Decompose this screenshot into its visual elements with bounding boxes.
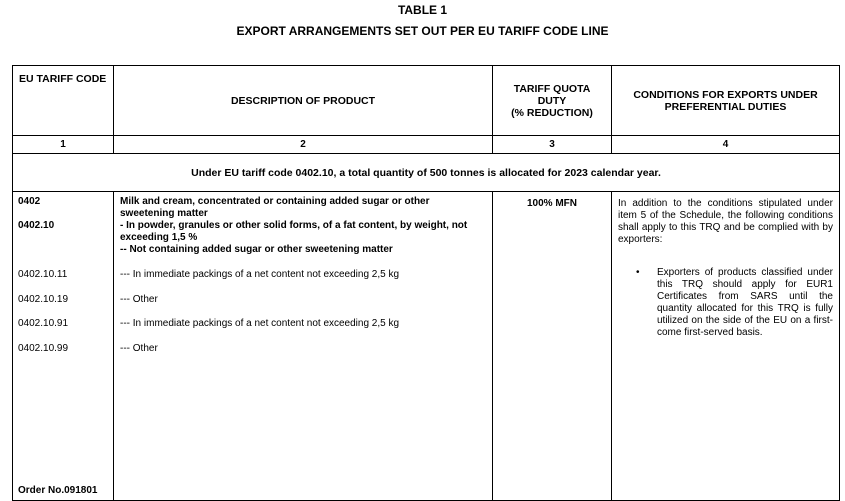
product-description: --- In immediate packings of a net content not exceeding 2,5 kg [120,269,400,280]
tariff-code: 0402 [18,196,41,207]
column-number: 3 [493,136,612,154]
column-number: 1 [13,136,114,154]
tariff-code: 0402.10.11 [18,269,68,280]
tariff-body-row [13,192,840,501]
conditions-intro: In addition to the conditions stipulated under item 5 of the Schedule, the following conditions shall apply to this TRQ and be complied with by exporters: [618,198,833,245]
header-tariff-quota-duty [493,66,612,136]
allocation-row [13,154,840,192]
header-col3-line3: (% REDUCTION) [511,106,593,119]
bullet-icon: • [636,267,640,278]
header-col4-line1: CONDITIONS FOR EXPORTS UNDER [633,88,818,101]
column-number: 4 [612,136,840,154]
product-description: --- Other [120,343,158,354]
tariff-code: 0402.10.91 [18,318,69,329]
header-col3-line1: TARIFF QUOTA [513,82,591,95]
code-cell [13,192,114,501]
product-description: --- In immediate packings of a net content not exceeding 2,5 kg [120,318,400,329]
table-title: TABLE 1 [397,3,448,17]
export-arrangements-table [12,65,840,501]
conditions-cell [612,192,840,501]
order-number: Order No.091801 [18,485,98,496]
header-description: DESCRIPTION OF PRODUCT [114,66,493,136]
tariff-quota-duty: 100% MFN [526,198,577,209]
column-number-row [13,136,840,154]
header-col4-line2: PREFERENTIAL DUTIES [664,100,787,113]
column-number: 2 [114,136,493,154]
tariff-code: 0402.10.19 [18,294,69,305]
tariff-code: 0402.10.99 [18,343,69,354]
duty-cell [493,192,612,501]
allocation-note: Under EU tariff code 0402.10, a total quantity of 500 tonnes is allocated for 2023 calendar year. [13,154,840,192]
product-description: -- Not containing added sugar or other sweetening matter [120,244,393,255]
product-description: Milk and cream, concentrated or containing added sugar or other sweetening matter [120,196,430,219]
header-eu-tariff-code: EU TARIFF CODE [13,66,114,136]
description-cell [114,192,493,501]
header-row [13,66,840,136]
table-subtitle: EXPORT ARRANGEMENTS SET OUT PER EU TARIFF CODE LINE [236,24,609,38]
header-conditions [612,66,840,136]
header-col3-line2: DUTY [537,94,567,107]
product-description: - In powder, granules or other solid forms, of a fat content, by weight, not exceeding 1,5 % [120,220,468,243]
conditions-bullet: Exporters of products classified under this TRQ should apply for EUR1 Certificates from SARS until the quantity allocated for this TRQ is fully utilized on the side of the EU on a first-come first-served basis. [657,267,833,338]
tariff-code: 0402.10 [18,220,55,231]
product-description: --- Other [120,294,158,305]
